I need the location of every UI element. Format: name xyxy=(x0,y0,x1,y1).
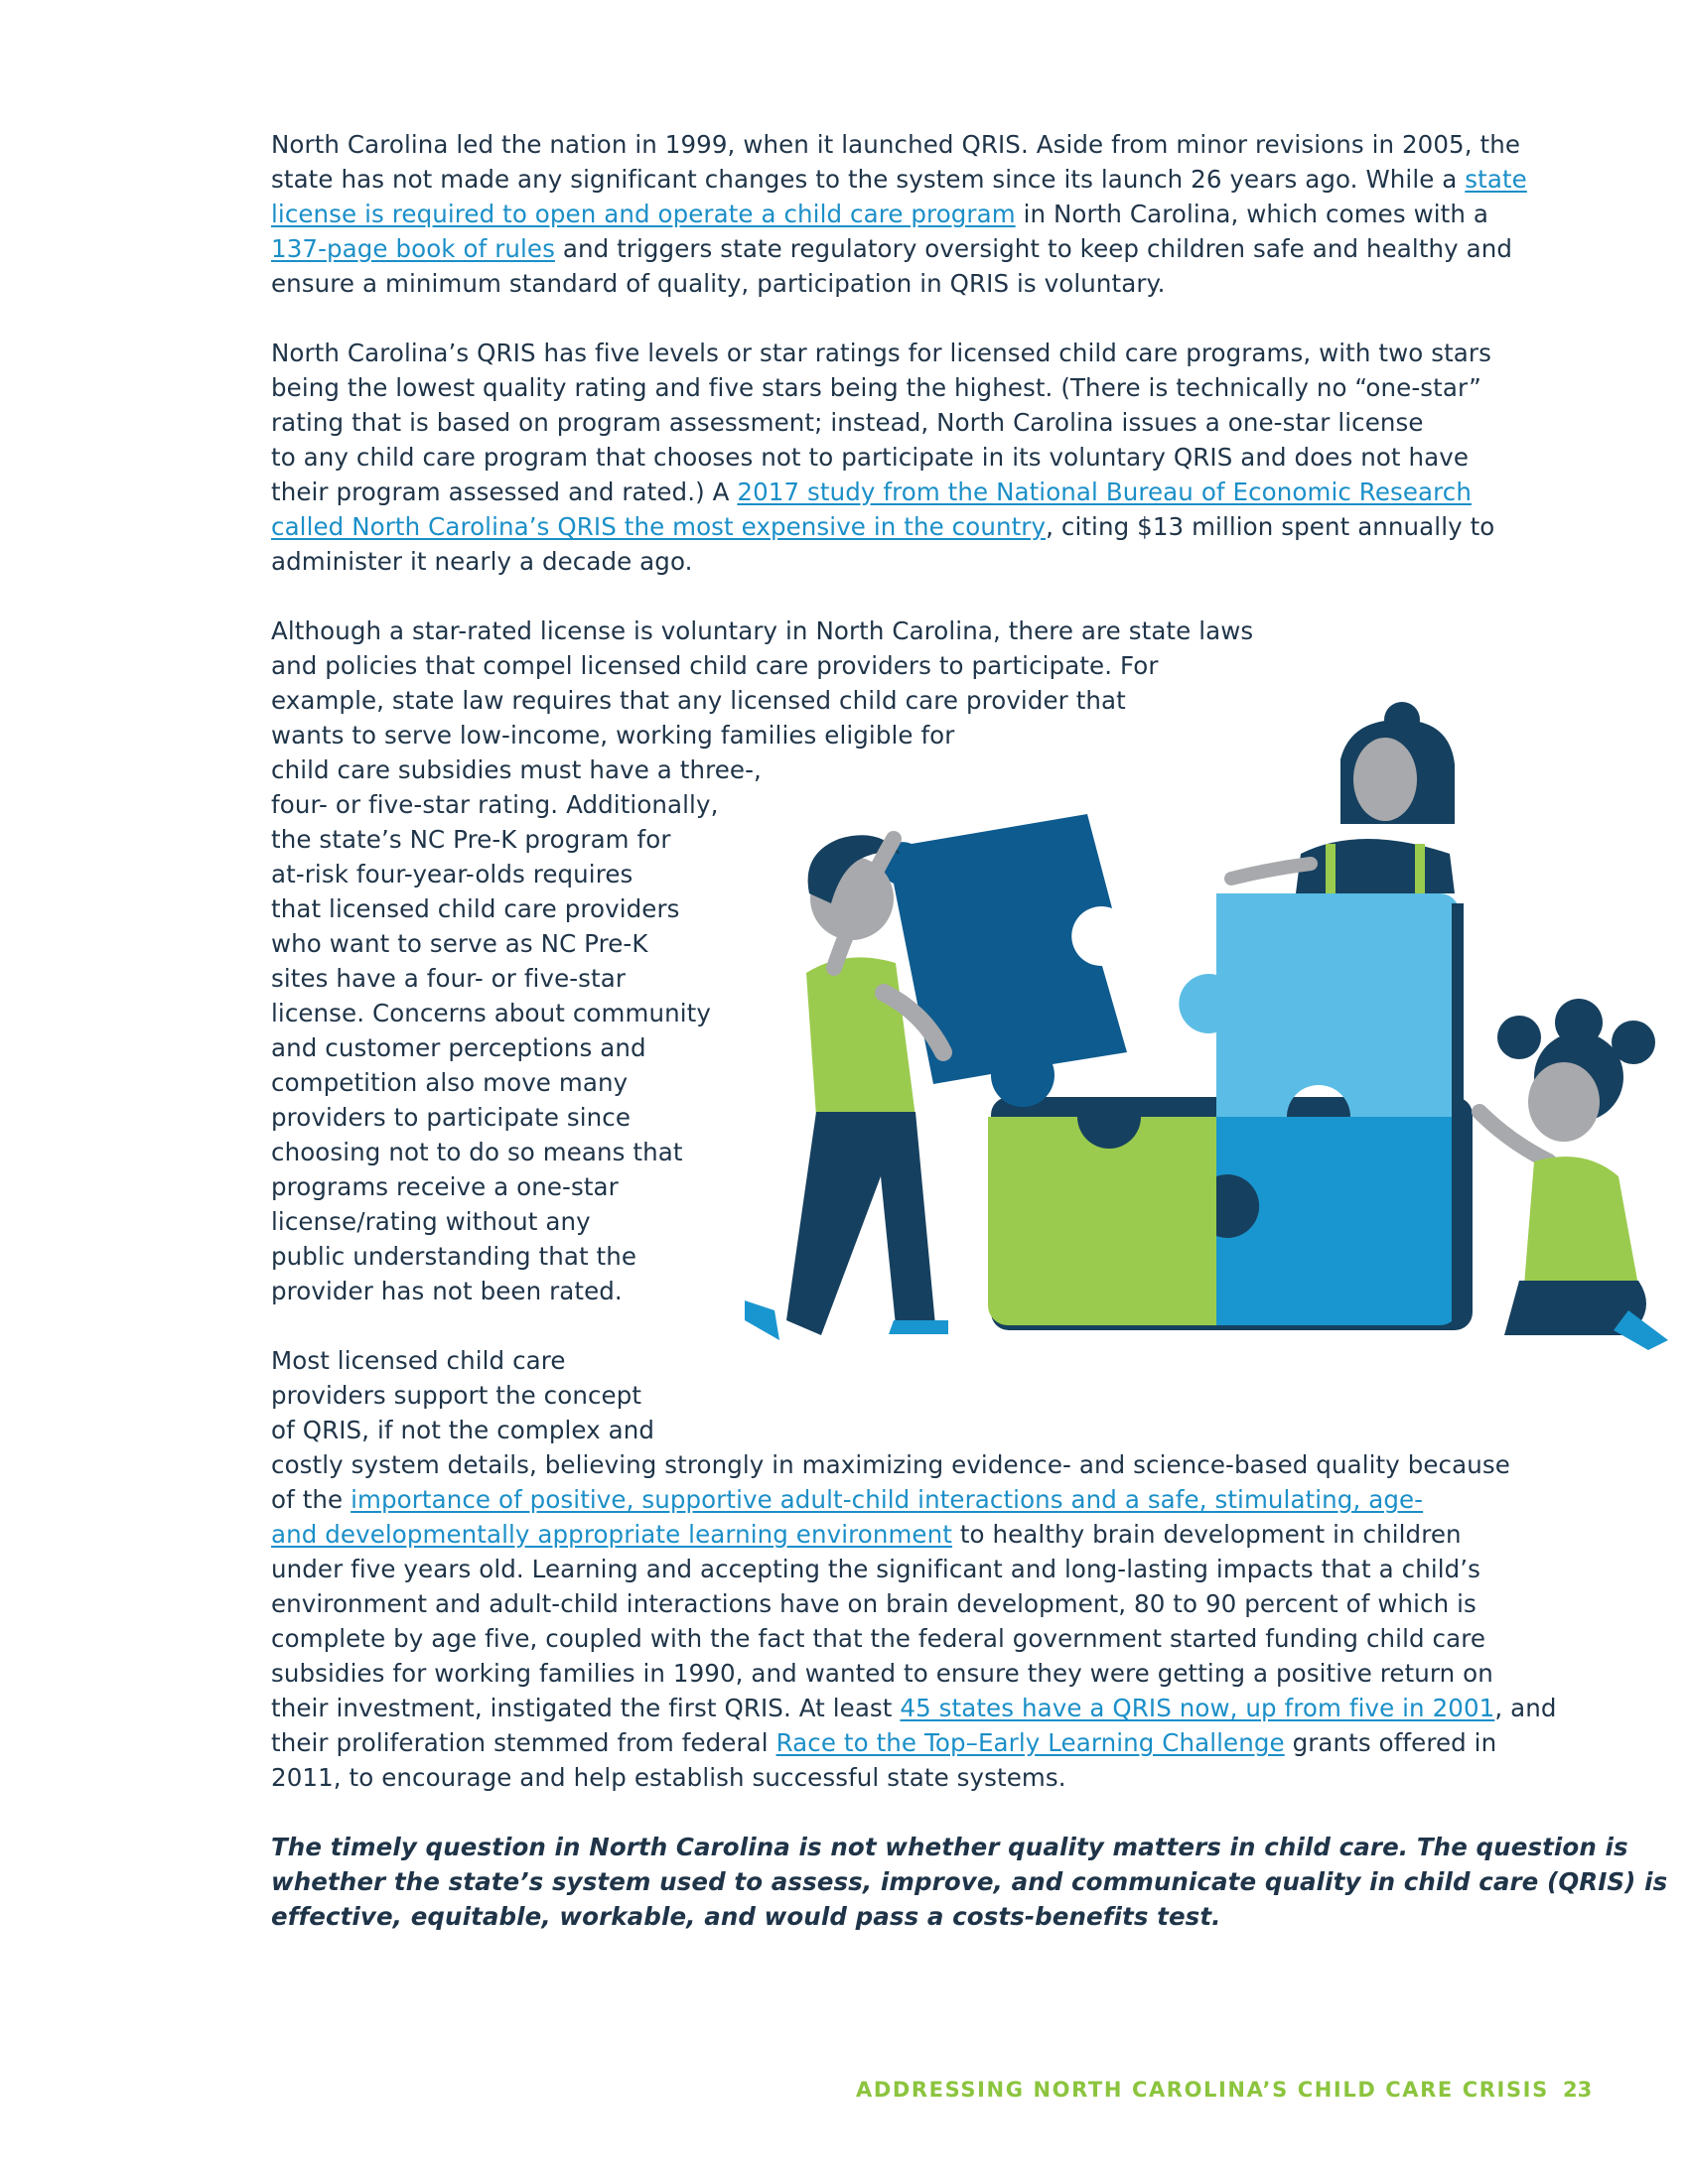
text-line: The timely question in North Carolina is not whether quality matters in child care. The question is xyxy=(271,1833,1628,1861)
state-license-link-continued[interactable]: license is required to open and operate a child care program xyxy=(271,200,1016,228)
text-line: public understanding that the xyxy=(271,1242,637,1271)
puzzle-piece-green xyxy=(988,1117,1216,1325)
text-line: competition also move many xyxy=(271,1068,629,1097)
text-line: Most licensed child care xyxy=(271,1346,566,1375)
text-line: their program assessed and rated.) A 2017 study from the National Bureau of Economic Research xyxy=(271,478,1472,506)
text-line: their proliferation stemmed from federal Race to the Top–Early Learning Challenge grants offered in xyxy=(271,1728,1497,1757)
text-line: 2011, to encourage and help establish successful state systems. xyxy=(271,1763,1066,1792)
page-number: 23 xyxy=(1563,2078,1593,2102)
text-line: example, state law requires that any licensed child care provider that xyxy=(271,686,1126,715)
state-license-link[interactable]: state xyxy=(1465,165,1527,194)
paragraph-qris-history xyxy=(271,127,1592,301)
boy-shirt xyxy=(806,957,915,1117)
text-line: choosing not to do so means that xyxy=(271,1138,683,1166)
text-line: Although a star-rated license is voluntary in North Carolina, there are state laws xyxy=(271,616,1254,645)
boy-shoe-left xyxy=(745,1300,779,1340)
text-line: whether the state’s system used to assess, improve, and communicate quality in child care (QRIS) is xyxy=(271,1867,1668,1896)
text-line: of the importance of positive, supportive adult-child interactions and a safe, stimulating, age- xyxy=(271,1485,1424,1514)
text-line: license. Concerns about community xyxy=(271,999,711,1027)
text-line: four- or five-star rating. Additionally, xyxy=(271,790,719,819)
text-line: of QRIS, if not the complex and xyxy=(271,1416,654,1444)
puzzle-piece-light-blue xyxy=(1179,893,1460,1117)
text-line: 137-page book of rules and triggers state regulatory oversight to keep children safe and healthy and xyxy=(271,234,1513,263)
text-line: called North Carolina’s QRIS the most expensive in the country, citing $13 million spent annually to xyxy=(271,512,1495,541)
text-line: license/rating without any xyxy=(271,1207,591,1236)
running-footer-title: ADDRESSING NORTH CAROLINA’S CHILD CARE CRISIS xyxy=(856,2078,1549,2102)
girl-top-face xyxy=(1353,738,1417,821)
text-line: provider has not been rated. xyxy=(271,1277,623,1305)
text-line: wants to serve low-income, working families eligible for xyxy=(271,721,955,750)
adult-child-interactions-link-continued[interactable]: and developmentally appropriate learning environment xyxy=(271,1520,952,1549)
puzzle-edge-shading xyxy=(1452,903,1464,1325)
45-states-qris-link[interactable]: 45 states have a QRIS now, up from five in 2001 xyxy=(900,1694,1495,1722)
girl-top-figure xyxy=(1231,702,1455,893)
text-line: rating that is based on program assessment; instead, North Carolina issues a one-star license xyxy=(271,408,1424,437)
puzzle-piece-dark-blue xyxy=(881,814,1127,1107)
text-line: under five years old. Learning and accepting the significant and long-lasting impacts that a child’s xyxy=(271,1555,1481,1583)
text-line: that licensed child care providers xyxy=(271,894,680,923)
girl-top-shirt xyxy=(1296,839,1455,893)
girl-right-figure xyxy=(1479,999,1668,1350)
text-line: programs receive a one-star xyxy=(271,1172,619,1201)
race-to-the-top-link[interactable]: Race to the Top–Early Learning Challenge xyxy=(775,1728,1285,1757)
text-line: effective, equitable, workable, and would pass a costs-benefits test. xyxy=(271,1902,1221,1931)
text-line: North Carolina’s QRIS has five levels or star ratings for licensed child care programs, with two stars xyxy=(271,339,1491,367)
text-line: providers support the concept xyxy=(271,1381,642,1410)
boy-shoe-right xyxy=(889,1320,948,1334)
text-line: to any child care program that chooses not to participate in its voluntary QRIS and does not have xyxy=(271,443,1470,472)
boy-pants xyxy=(786,1112,935,1335)
girl-right-hair-puff-1 xyxy=(1497,1016,1541,1059)
text-line: North Carolina led the nation in 1999, when it launched QRIS. Aside from minor revisions in 2005, the xyxy=(271,130,1521,159)
text-line: child care subsidies must have a three-, xyxy=(271,755,762,784)
text-line: administer it nearly a decade ago. xyxy=(271,547,693,576)
text-line: complete by age five, coupled with the fact that the federal government started funding child care xyxy=(271,1624,1486,1653)
text-line: at-risk four-year-olds requires xyxy=(271,860,633,888)
text-line: sites have a four- or five-star xyxy=(271,964,627,993)
text-line: costly system details, believing strongly in maximizing evidence- and science-based quality because xyxy=(271,1450,1510,1479)
girl-right-face xyxy=(1528,1062,1600,1142)
text-line: environment and adult-child interactions have on brain development, 80 to 90 percent of which is xyxy=(271,1589,1477,1618)
text-line: who want to serve as NC Pre-K xyxy=(271,929,648,958)
text-line: and customer perceptions and xyxy=(271,1033,646,1062)
text-line: their investment, instigated the first QRIS. At least 45 states have a QRIS now, up from five in 2001, and xyxy=(271,1694,1557,1722)
text-line: license is required to open and operate a child care program in North Carolina, which comes with a xyxy=(271,200,1488,228)
paragraph-qris-concept xyxy=(271,1343,1592,1795)
text-line: providers to participate since xyxy=(271,1103,632,1132)
children-puzzle-illustration xyxy=(735,695,1688,1360)
text-line: and developmentally appropriate learning environment to healthy brain development in children xyxy=(271,1520,1462,1549)
nber-study-link-continued[interactable]: called North Carolina’s QRIS the most expensive in the country xyxy=(271,512,1047,541)
adult-child-interactions-link[interactable]: importance of positive, supportive adult-child interactions and a safe, stimulating, age- xyxy=(351,1485,1424,1514)
text-line: state has not made any significant changes to the system since its launch 26 years ago. While a state xyxy=(271,165,1527,194)
text-line: and policies that compel licensed child care providers to participate. For xyxy=(271,651,1159,680)
girl-right-shirt xyxy=(1524,1157,1638,1286)
paragraph-timely-question xyxy=(271,1830,1668,1934)
text-line: ensure a minimum standard of quality, participation in QRIS is voluntary. xyxy=(271,269,1166,298)
text-line: being the lowest quality rating and five stars being the highest. (There is technically no “one-star” xyxy=(271,373,1481,402)
paragraph-star-ratings xyxy=(271,336,1592,579)
text-line: subsidies for working families in 1990, and wanted to ensure they were getting a positive return on xyxy=(271,1659,1493,1688)
book-of-rules-link[interactable]: 137-page book of rules xyxy=(271,234,555,263)
nber-study-link[interactable]: 2017 study from the National Bureau of Economic Research xyxy=(737,478,1472,506)
text-line: the state’s NC Pre-K program for xyxy=(271,825,671,854)
